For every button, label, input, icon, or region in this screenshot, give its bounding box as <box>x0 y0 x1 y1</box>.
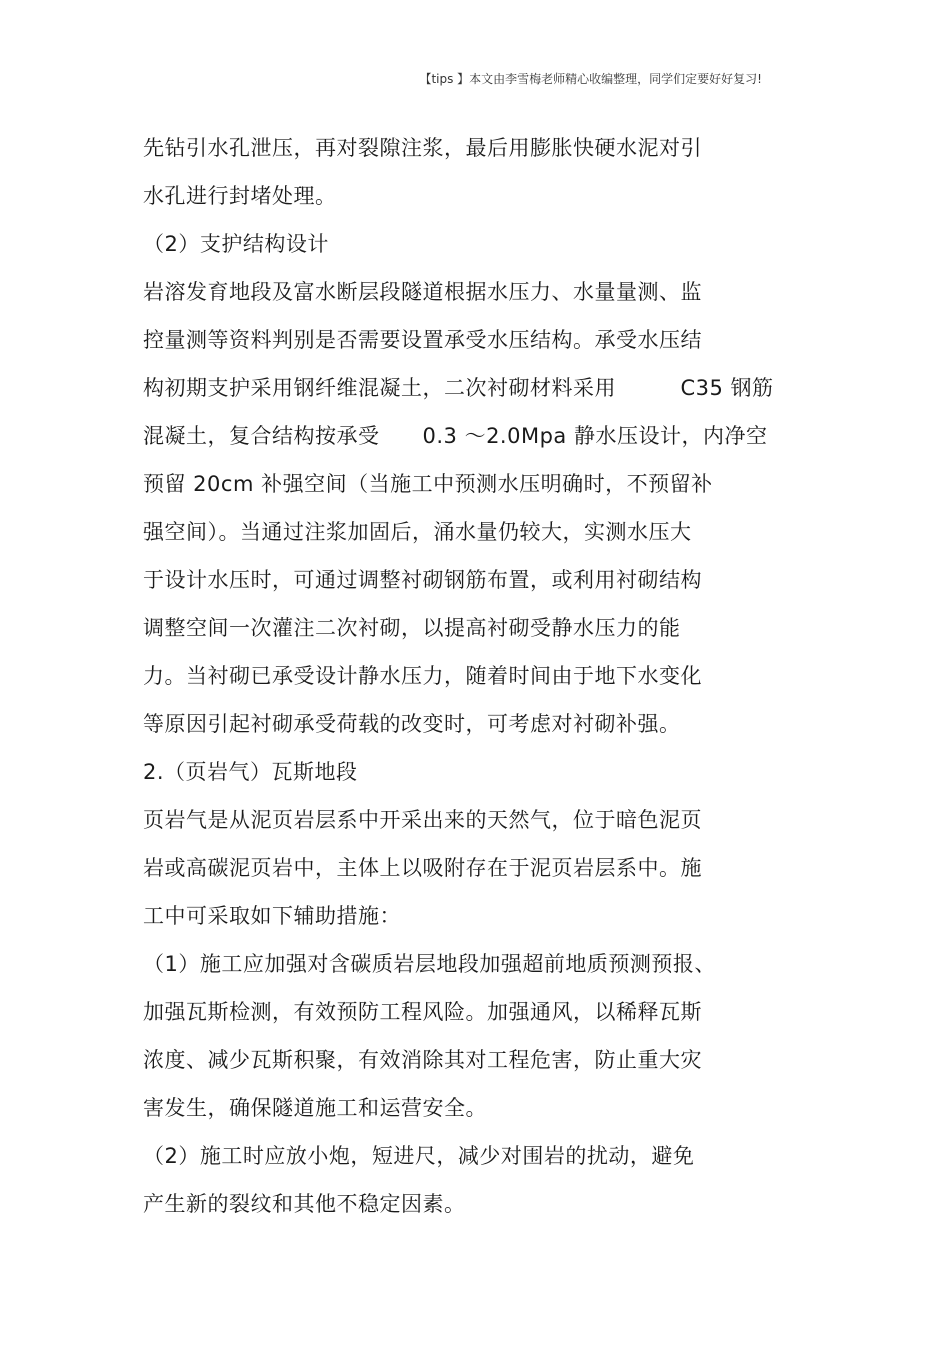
text-line: 浓度、减少瓦斯积聚，有效消除其对工程危害，防止重大灾 <box>143 1048 702 1072</box>
text-line: 构初期支护采用钢纤维混凝土，二次衬砌材料采用 C35 钢筋 <box>143 376 774 400</box>
header-tip: 【tips 】本文由李雪梅老师精心收编整理，同学们定要好好复习! <box>419 72 762 86</box>
text-line: 害发生，确保隧道施工和运营安全。 <box>143 1096 487 1120</box>
text-line: 岩或高碳泥页岩中，主体上以吸附存在于泥页岩层系中。施 <box>143 856 702 880</box>
section-heading: （2）支护结构设计 <box>143 232 329 256</box>
text-line: （1）施工应加强对含碳质岩层地段加强超前地质预测预报、 <box>143 952 716 976</box>
text-line: 预留 20cm 补强空间（当施工中预测水压明确时，不预留补 <box>143 472 713 496</box>
text-line: 力。当衬砌已承受设计静水压力，随着时间由于地下水变化 <box>143 664 702 688</box>
text-line: 于设计水压时，可通过调整衬砌钢筋布置，或利用衬砌结构 <box>143 568 702 592</box>
document-body <box>143 124 823 1228</box>
text-line: 岩溶发育地段及富水断层段隧道根据水压力、水量量测、监 <box>143 280 702 304</box>
text-line: 等原因引起衬砌承受荷载的改变时，可考虑对衬砌补强。 <box>143 712 681 736</box>
text-line: 调整空间一次灌注二次衬砌，以提高衬砌受静水压力的能 <box>143 616 681 640</box>
text-line: 页岩气是从泥页岩层系中开采出来的天然气，位于暗色泥页 <box>143 808 702 832</box>
text-line: 水孔进行封堵处理。 <box>143 184 337 208</box>
section-heading: 2.（页岩气）瓦斯地段 <box>143 760 358 784</box>
text-line: 先钻引水孔泄压，再对裂隙注浆，最后用膨胀快硬水泥对引 <box>143 136 702 160</box>
text-line: 混凝土，复合结构按承受 0.3 ～2.0Mpa 静水压设计，内净空 <box>143 424 768 448</box>
text-line: （2）施工时应放小炮，短进尺，减少对围岩的扰动，避免 <box>143 1144 695 1168</box>
text-line: 产生新的裂纹和其他不稳定因素。 <box>143 1192 466 1216</box>
text-line: 强空间）。当通过注浆加固后，涌水量仍较大，实测水压大 <box>143 520 692 544</box>
text-line: 控量测等资料判别是否需要设置承受水压结构。承受水压结 <box>143 328 702 352</box>
text-line: 加强瓦斯检测，有效预防工程风险。加强通风，以稀释瓦斯 <box>143 1000 702 1024</box>
text-line: 工中可采取如下辅助措施： <box>143 904 401 928</box>
